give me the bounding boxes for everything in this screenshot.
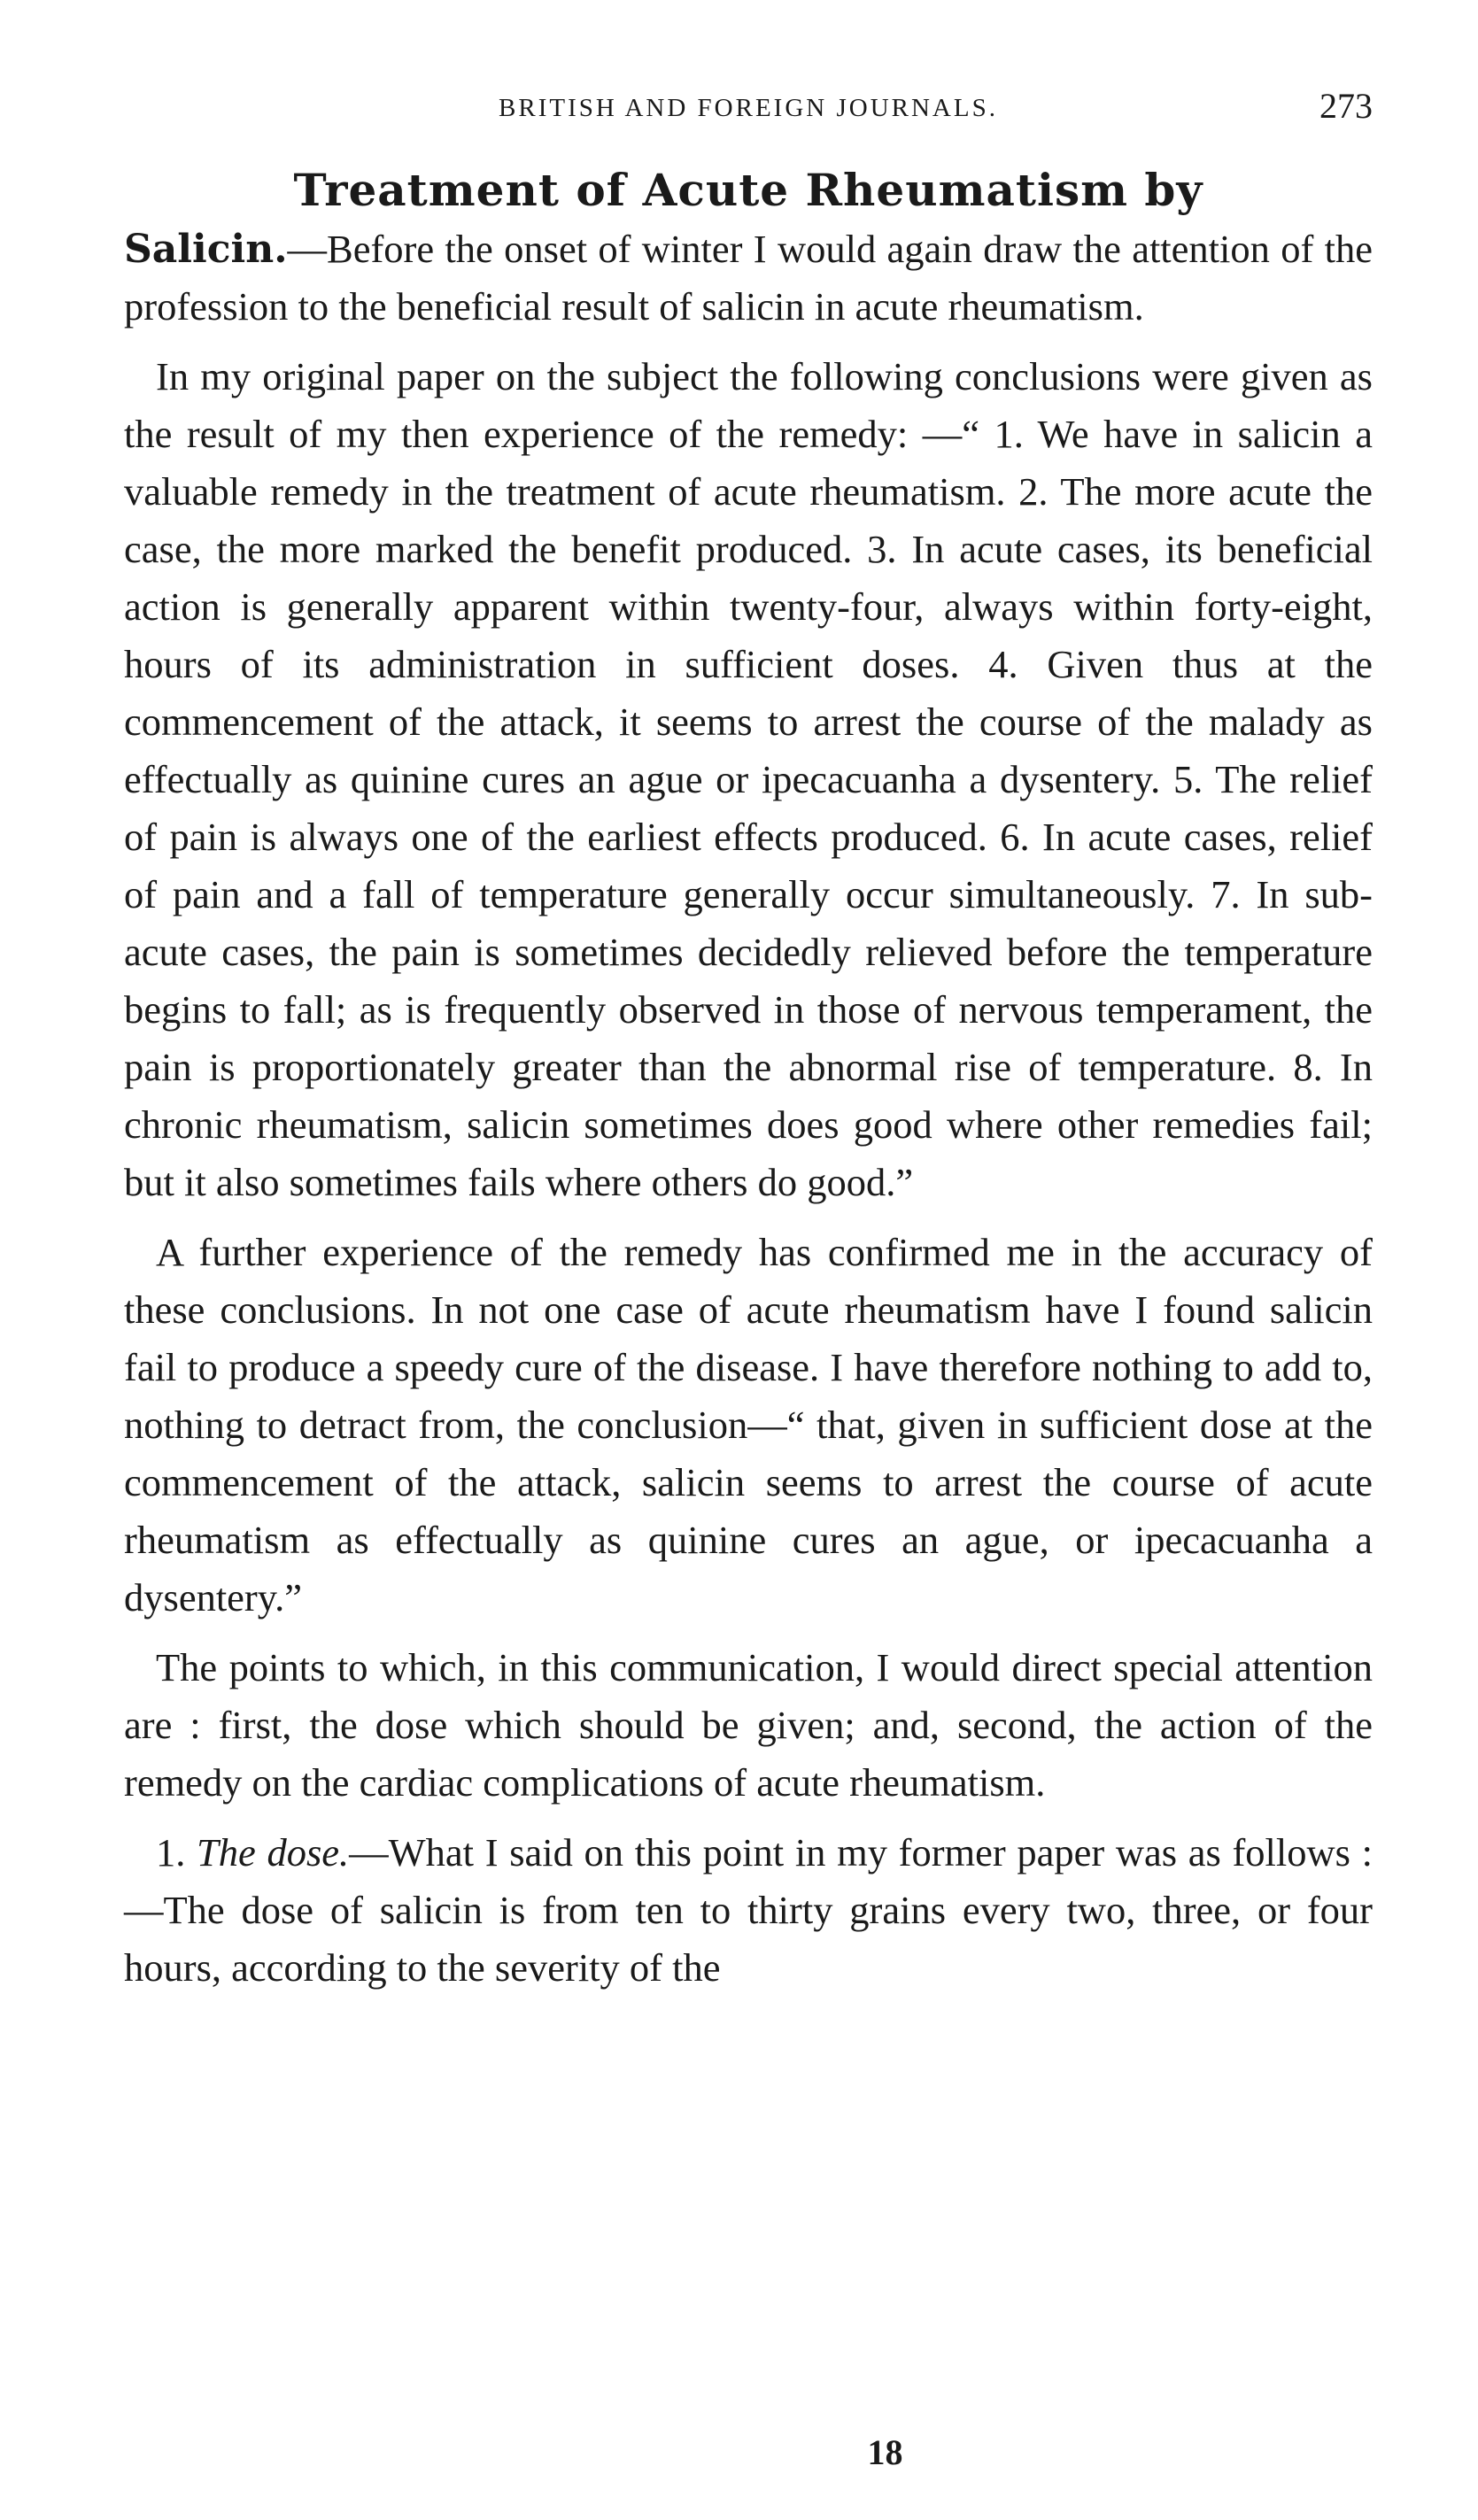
article-title: Treatment of Acute Rheumatism by	[293, 164, 1203, 216]
article-title-continued: Salicin.	[124, 227, 288, 272]
page-number: 273	[1319, 86, 1373, 126]
section-heading: The dose.	[197, 1830, 350, 1875]
article-paragraph-3: A further experience of the remedy has confirmed me in the accuracy of these conclusions. In not one case of acute rheumatism have I found salicin fail to produce a speedy cure of the disease. I have therefore nothing to add to, nothing to detract from, the conclusion—“ that, given in sufficient dose at the commencement of the attack, salicin seems to arrest the course of acute rheumatism as effectually as quinine cures an ague, or ipecacuanha a dysentery.”	[124, 1230, 1373, 1619]
running-header	[124, 81, 1373, 135]
paragraph-5-text: —What I said on this point in my former paper was as follows :—The dose of salicin is from ten to thirty grains every two, three, or four hours, according to the severity of the	[124, 1830, 1373, 1990]
running-title: BRITISH AND FOREIGN JOURNALS.	[499, 94, 998, 122]
article-paragraph-2: In my original paper on the subject the following conclusions were given as the result of my then experience of the remedy: —“ 1. We have in salicin a valuable remedy in the treatment of acute rheumatism. 2. The more acute the case, the more marked the benefit produced. 3. In acute cases, its beneficial action is generally apparent within twenty-four, always within forty-eight, hours of its administration in sufficient doses. 4. Given thus at the commencement of the attack, it seems to arrest the course of the malady as effectually as quinine cures an ague or ipecacuanha a dysentery. 5. The relief of pain is always one of the earliest effects produced. 6. In acute cases, relief of pain and a fall of temperature generally occur simultaneously. 7. In sub-acute cases, the pain is sometimes decidedly relieved before the temperature begins to fall; as is frequently observed in those of nervous temperament, the pain is proportionately greater than the abnormal rise of temperature. 8. In chronic rheumatism, salicin sometimes does good where other remedies fail; but it also sometimes fails where others do good.”	[124, 354, 1373, 1204]
article-paragraph-4: The points to which, in this communication, I would direct special attention are : first, the dose which should be given; and, second, the action of the remedy on the cardiac complications of acute rheumatism.	[124, 1645, 1373, 1805]
signature-mark: 18	[867, 2432, 903, 2472]
article-paragraph-5	[124, 1824, 1373, 1997]
section-number: 1.	[156, 1830, 186, 1875]
article-paragraph-1	[124, 161, 1373, 336]
paragraph-1-text: —Before the onset of winter I would again draw the attention of the profession to the beneficial result of salicin in acute rheumatism.	[124, 227, 1373, 329]
article-body	[124, 161, 1373, 2009]
